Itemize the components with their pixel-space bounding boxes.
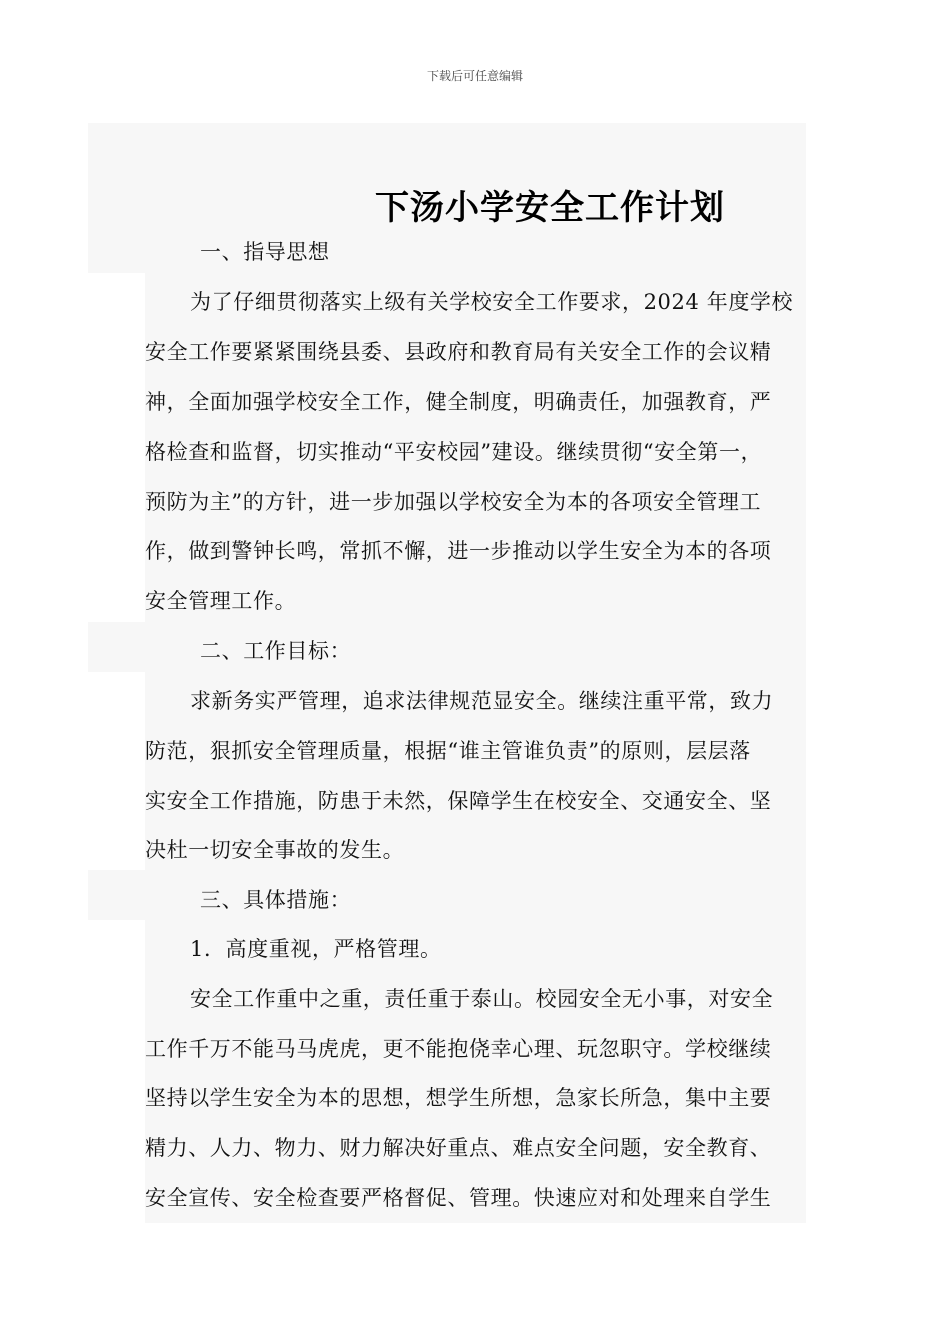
paragraph-line: 决杜一切安全事故的发生。: [145, 838, 405, 862]
section-heading-guiding-thought: 一、指导思想: [200, 240, 330, 264]
paragraph-line: 安全管理工作。: [145, 589, 297, 613]
paragraph-line: 作，做到警钟长鸣，常抓不懈，进一步推动以学生安全为本的各项: [145, 539, 772, 563]
section-heading-work-goals: 二、工作目标：: [200, 639, 352, 663]
paragraph-line: 坚持以学生安全为本的思想，想学生所想，急家长所急，集中主要: [145, 1086, 772, 1110]
paragraph-line: 格检查和监督，切实推动“平安校园”建设。继续贯彻“安全第一，: [145, 440, 763, 464]
subheading-item-1: 1．高度重视，严格管理。: [190, 937, 442, 961]
paragraph-line: 求新务实严管理，追求法律规范显安全。继续注重平常，致力: [190, 689, 774, 713]
paragraph-line: 神，全面加强学校安全工作，健全制度，明确责任，加强教育，严: [145, 390, 772, 414]
paragraph-line: 安全宣传、安全检查要严格督促、管理。快速应对和处理来自学生: [145, 1186, 772, 1210]
paragraph-line: 安全工作要紧紧围绕县委、县政府和教育局有关安全工作的会议精: [145, 340, 772, 364]
paragraph-line: 精力、人力、物力、财力解决好重点、难点安全问题，安全教育、: [145, 1136, 772, 1160]
paragraph-line: 防范，狠抓安全管理质量，根据“谁主管谁负责”的原则，层层落: [145, 739, 751, 763]
paragraph-line: 预防为主”的方针，进一步加强以学校安全为本的各项安全管理工: [145, 490, 762, 514]
document-title: 下汤小学安全工作计划: [375, 188, 725, 228]
section-heading-specific-measures: 三、具体措施：: [200, 888, 352, 912]
paragraph-line: 实安全工作措施，防患于未然，保障学生在校安全、交通安全、坚: [145, 789, 772, 813]
paragraph-line: 安全工作重中之重，责任重于泰山。校园安全无小事，对安全: [190, 987, 774, 1011]
paragraph-line: 工作千万不能马马虎虎，更不能抱侥幸心理、玩忽职守。学校继续: [145, 1037, 772, 1061]
paragraph-line: 为了仔细贯彻落实上级有关学校安全工作要求，2024 年度学校: [190, 290, 794, 314]
header-note: 下载后可任意编辑: [426, 69, 523, 83]
